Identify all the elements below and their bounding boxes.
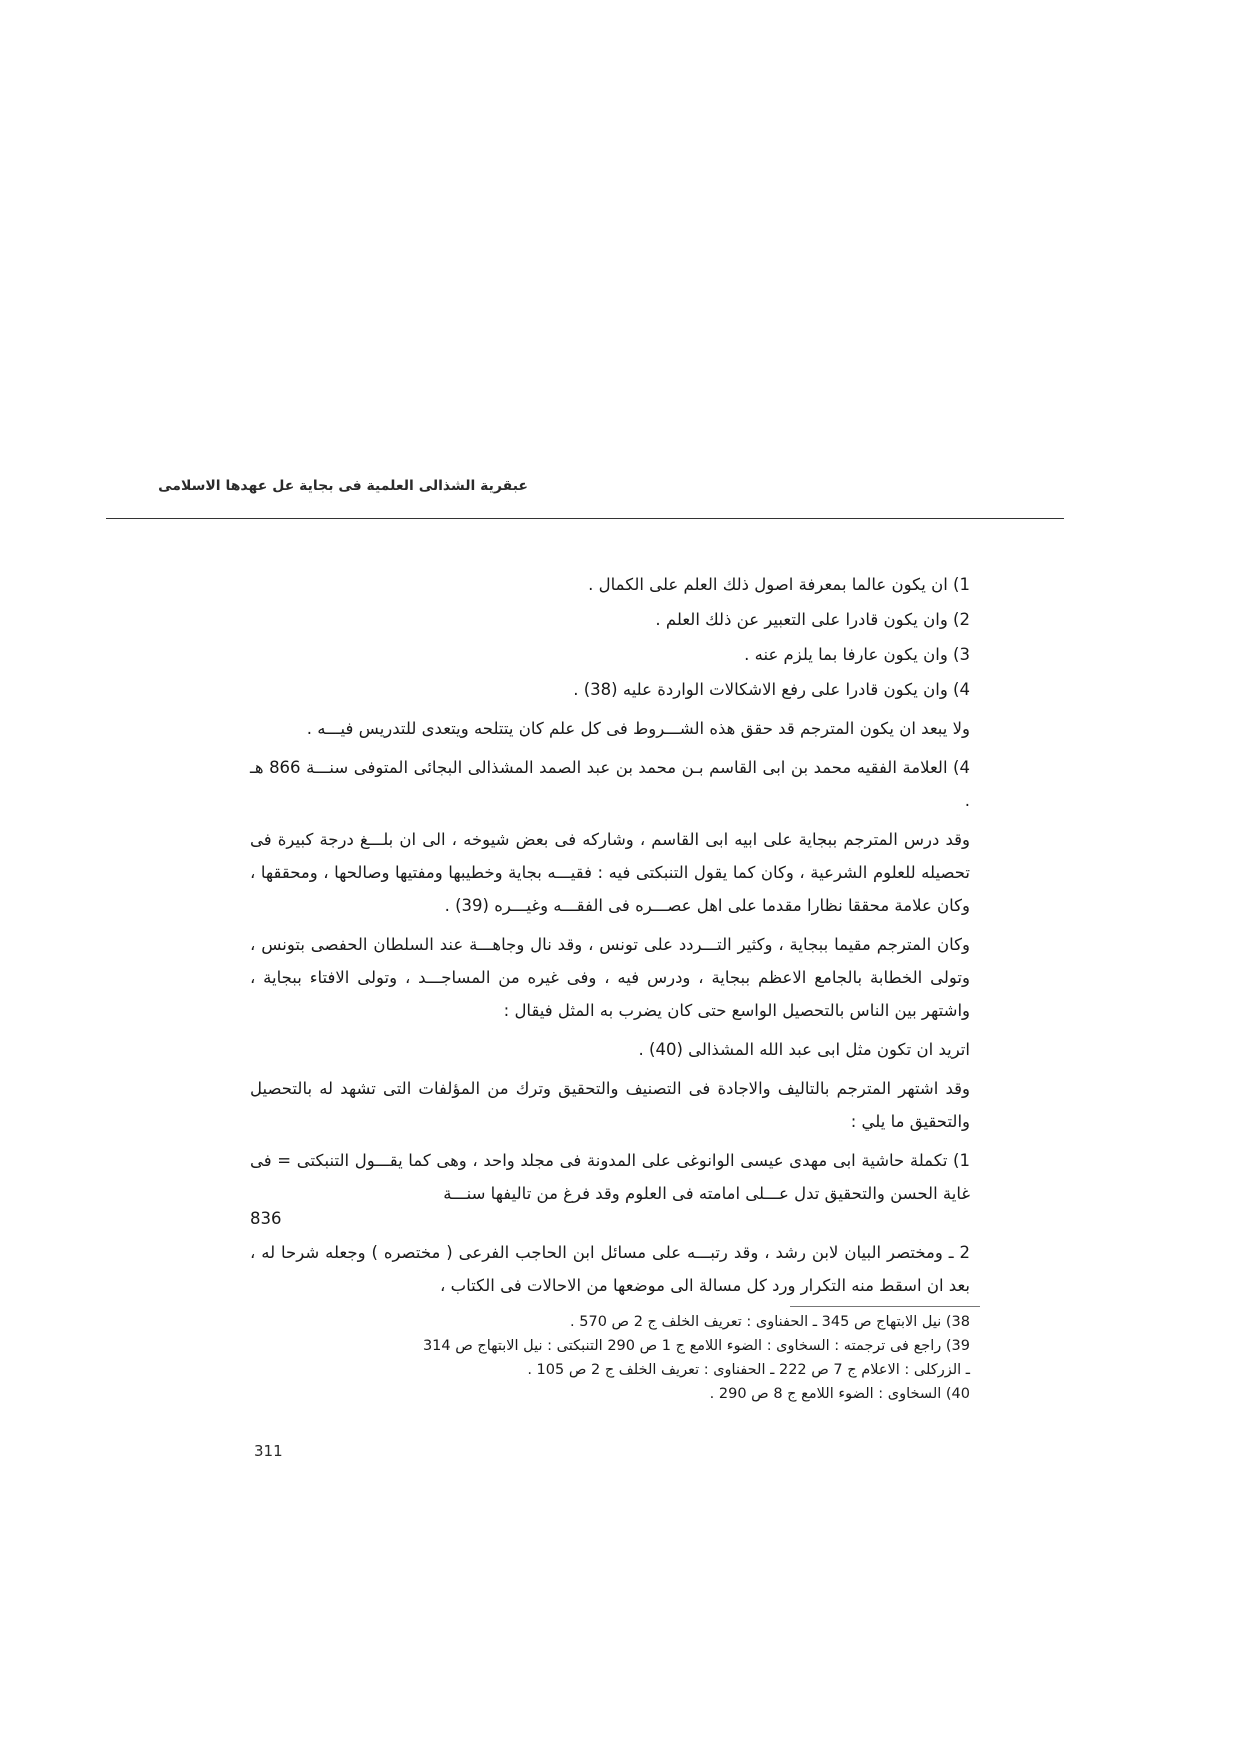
condition-item-1: 1) ان يكون عالما بمعرفة اصول ذلك العلم على الكمال . bbox=[588, 575, 970, 594]
condition-item-2: 2) وان يكون قادرا على التعبير عن ذلك العلم . bbox=[655, 610, 970, 629]
work-item-2: 2 ـ ومختصر البيان لابن رشد ، وقد رتبـــه على مسائل ابن الحاجب الفرعى ( مختصره ) وجعله شرحا له ، بعد ان اسقط منه التكرار ورد كل مسالة الى موضعها من الاحالات فى الكتاب ، bbox=[250, 1243, 970, 1295]
paragraph-tunis: وكان المترجم مقيما ببجاية ، وكثير التـــردد على تونس ، وقد نال وجاهـــة عند السلطان الحفصى بتونس ، وتولى الخطابة بالجامع الاعظم ببجاية ، ودرس فيه ، وفى غيره من المساجـــد ، وتولى الافتاء ببجاية ، واشتهر بين الناس بالتحصيل الواسع حتى كان يضرب به المثل فيقال : bbox=[250, 935, 970, 1020]
paragraph-study: وقد درس المترجم ببجاية على ابيه ابى القاسم ، وشاركه فى بعض شيوخه ، الى ان بلـــغ درجة كبيرة فى تحصيله للعلوم الشرعية ، وكان كما يقول التنبكتى فيه : فقيـــه بجاية وخطيبها ومفتيها وصالحها ، ومحققها ، وكان علامة محققا نظارا مقدما على اهل عصـــره فى الفقـــه وغيـــره (39) . bbox=[250, 830, 970, 915]
quote-line: اتريد ان تكون مثل ابى عبد الله المشذالى (40) . bbox=[638, 1040, 970, 1059]
footnotes bbox=[250, 1310, 970, 1406]
running-title: عبقرية الشذالى العلمية فى بجاية عل عهدها الاسلامى bbox=[158, 478, 528, 494]
entry-4-heading: 4) العلامة الفقيه محمد بن ابى القاسم بـن محمد بن عبد الصمد المشذالى البجائى المتوفى سنـــة 866 هـ . bbox=[250, 758, 970, 810]
work-item-1-year: 836 bbox=[250, 1209, 282, 1228]
footnote-39-continued: ـ الزركلى : الاعلام ج 7 ص 222 ـ الحفناوى : تعريف الخلف ج 2 ص 105 . bbox=[527, 1362, 970, 1378]
page-number: 311 bbox=[254, 1442, 283, 1460]
header-rule bbox=[106, 518, 1064, 519]
body-text bbox=[250, 568, 970, 1306]
work-item-1: 1) تكملة حاشية ابى مهدى عيسى الوانوغى على المدونة فى مجلد واحد ، وهى كما يقـــول التنبكتى = فى غاية الحسن والتحقيق تدل عـــلى امامته فى العلوم وقد فرغ من تاليفها سنـــة bbox=[250, 1151, 970, 1203]
footnote-38: 38) نيل الابتهاج ص 345 ـ الحفناوى : تعريف الخلف ج 2 ص 570 . bbox=[570, 1314, 970, 1330]
condition-item-3: 3) وان يكون عارفا بما يلزم عنه . bbox=[744, 645, 970, 664]
footnote-40: 40) السخاوى : الضوء اللامع ج 8 ص 290 . bbox=[709, 1386, 970, 1402]
paragraph-works: وقد اشتهر المترجم بالتاليف والاجادة فى التصنيف والتحقيق وترك من المؤلفات التى تشهد له بالتحصيل والتحقيق ما يلي : bbox=[250, 1079, 970, 1131]
running-header bbox=[0, 478, 1240, 518]
footnote-rule bbox=[790, 1306, 980, 1307]
footnote-39: 39) راجع فى ترجمته : السخاوى : الضوء اللامع ج 1 ص 290 التنبكتى : نيل الابتهاج ص 314 bbox=[422, 1338, 970, 1354]
paragraph-conditions: ولا يبعد ان يكون المترجم قد حقق هذه الشـــروط فى كل علم كان يتتلحه ويتعدى للتدريس فيـــه . bbox=[306, 719, 970, 738]
condition-item-4: 4) وان يكون قادرا على رفع الاشكالات الواردة عليه (38) . bbox=[573, 680, 970, 699]
